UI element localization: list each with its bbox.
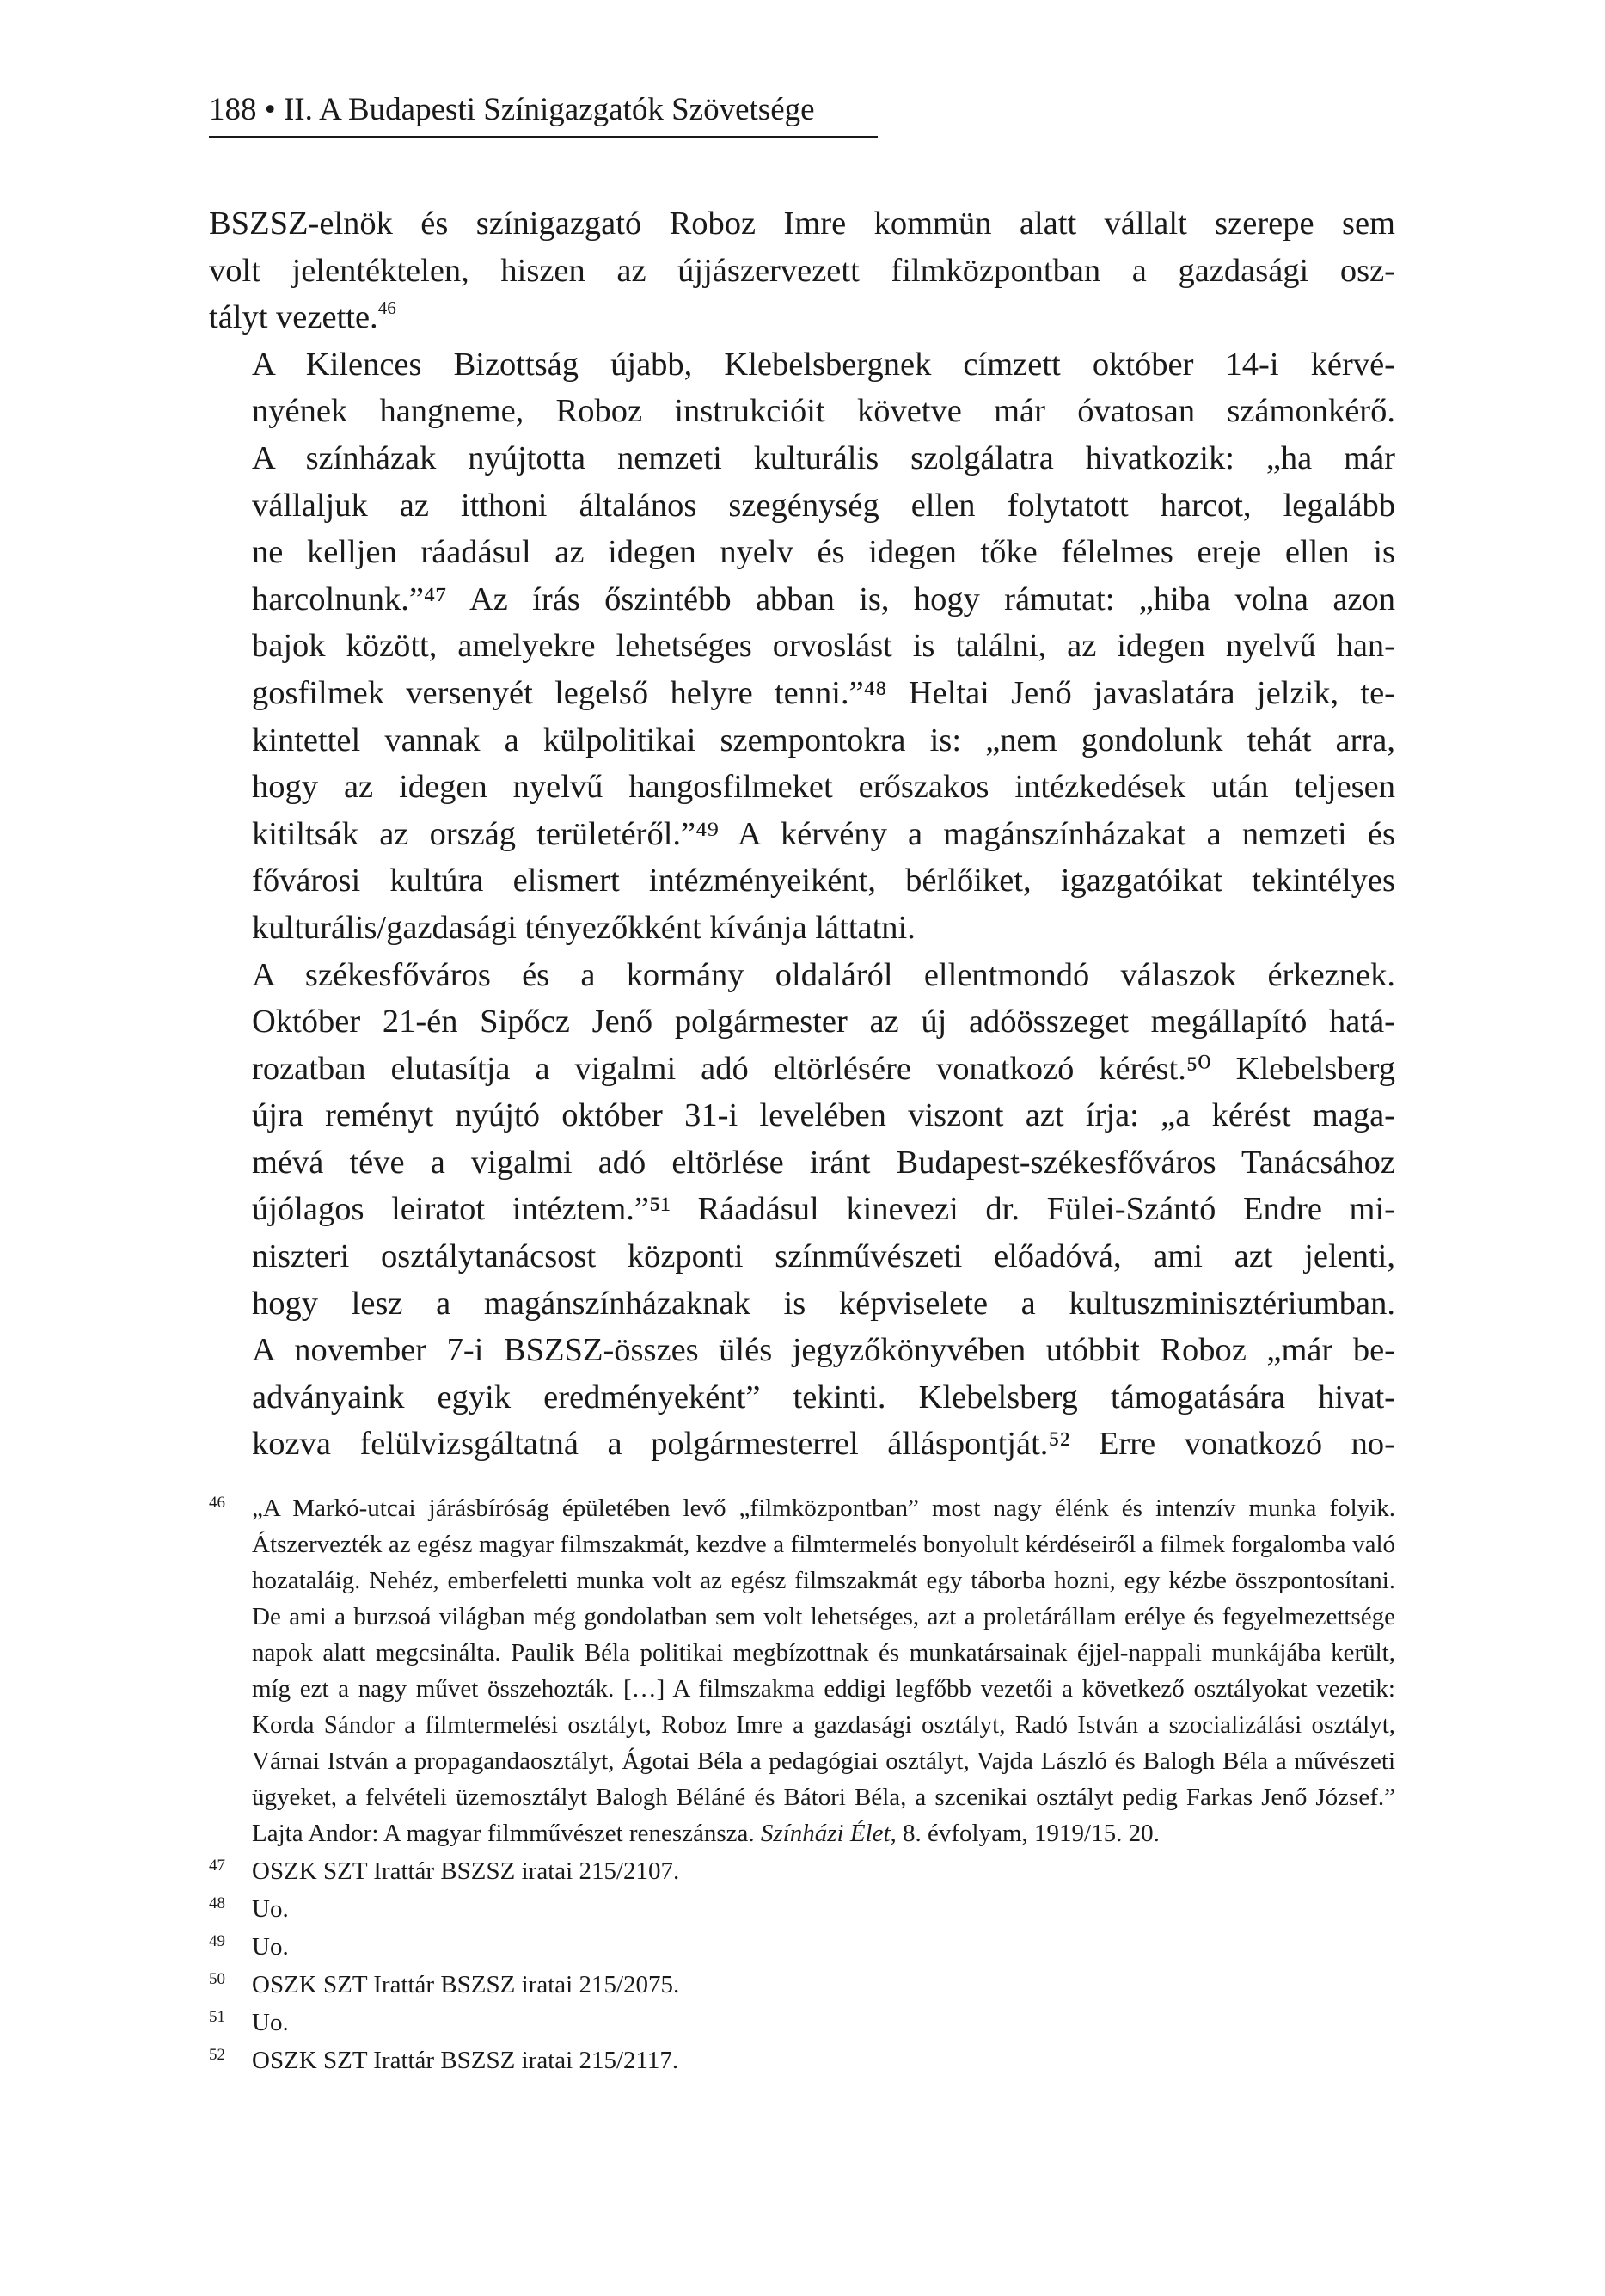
paragraph-2 xyxy=(209,341,1395,952)
line-text: tályt vezette. xyxy=(209,299,378,336)
text-line xyxy=(209,294,1395,341)
text-line: vállaljuk az itthoni általános szegénység ellen folytatott harcot, legalább xyxy=(252,487,1395,524)
text-line: rozatban elutasítja a vigalmi adó eltörlésére vonatkozó kérést.⁵⁰ Klebelsberg xyxy=(252,1050,1395,1087)
text-line: újólagos leiratot intéztem.”⁵¹ Ráadásul kinevezi dr. Fülei-Szántó Endre mi- xyxy=(252,1191,1395,1228)
text-line: nyének hangneme, Roboz instrukcióit követve már óvatosan számonkérő. xyxy=(252,393,1395,430)
text-line: A székesfőváros és a kormány oldaláról ellentmondó válaszok érkeznek. xyxy=(252,956,1395,993)
footnote-51 xyxy=(209,2004,1395,2041)
text-line: kitiltsák az ország területéről.”⁴⁹ A kérvény a magánszínházakat a nemzeti és xyxy=(252,815,1395,852)
text-line: gosfilmek versenyét legelső helyre tenni.”⁴⁸ Heltai Jenő javaslatára jelzik, te- xyxy=(252,674,1395,711)
text-line: kozva felülvizsgáltatná a polgármesterrel álláspontját.⁵² Erre vonatkozó no- xyxy=(252,1426,1395,1463)
footnote-body: „A Markó-utcai járásbíróság épületében levő „filmközpontban” most nagy élénk és intenzív munka folyik. Átszervezték az egész magyar filmszakmát, kezdve a filmtermelés bonyolult kérdéseiről a filmek forgalomba való hozataláig. Nehéz, emberfeletti munka volt az egész filmszakmát egy táborba hozni, egy kézbe összpontosítani. De ami a burzsoá világban még gondolatban sem volt lehetséges, azt a proletárállam erélye és fegyelmezettsége napok alatt megcsinálta. Paulik Béla politikai megbízottnak és munkatársainak éjjel-nappali munkájába került, míg ezt a nagy művet összehozták. […] A filmszakma eddigi legfőbb vezetői a következő osztályokat vezetik: Korda Sándor a filmtermelési osztályt, Roboz Imre a gazdasági osztályt, Radó István a szocializálási osztályt, Várnai István a propagandaosztályt, Ágotai Béla a pedagógiai osztályt, Vajda László és Balogh Béla a művészeti ügyeket, a felvételi üzemosztályt Balogh Béláné és Bátori Béla, a szcenikai osztályt pedig Farkas Jenő József.” Lajta Andor: A magyar filmművészet reneszánsza. xyxy=(252,1495,1395,1847)
running-head xyxy=(209,84,878,138)
footnotes xyxy=(209,1490,1395,2080)
text-line: hogy az idegen nyelvű hangosfilmeket erőszakos intézkedések után teljesen xyxy=(252,769,1395,806)
text-line: A Kilences Bizottság újabb, Klebelsbergnek címzett október 14-i kérvé- xyxy=(252,346,1395,383)
footnote-number: 51 xyxy=(209,2008,225,2026)
text-line: adványaink egyik eredményeként” tekinti. Klebelsberg támogatására hivat- xyxy=(252,1378,1395,1415)
footnote-text: OSZK SZT Irattár BSZSZ iratai 215/2117. xyxy=(252,2047,679,2074)
footnote-number: 47 xyxy=(209,1857,225,1875)
footnote-number: 50 xyxy=(209,1970,225,1988)
text-line: bajok között, amelyekre lehetséges orvoslást is találni, az idegen nyelvű han- xyxy=(252,628,1395,665)
journal-title: Színházi Élet, xyxy=(760,1820,897,1847)
footnote-text: Uo. xyxy=(252,1895,289,1923)
chapter-title: II. A Budapesti Színigazgatók Szövetsége xyxy=(283,92,815,127)
text-line: hogy lesz a magánszínházaknak is képviselete a kultuszminisztériumban. xyxy=(252,1285,1395,1322)
text-line: niszteri osztálytanácsost központi színművészeti előadóvá, ami azt jelenti, xyxy=(252,1238,1395,1275)
footnote-number: 52 xyxy=(209,2046,225,2064)
footnote-48 xyxy=(209,1891,1395,1927)
text-line: kulturális/gazdasági tényezőkként kívánja láttatni. xyxy=(252,909,916,946)
text-line: kintettel vannak a külpolitikai szempontokra is: „nem gondolunk tehát arra, xyxy=(252,721,1395,758)
page-number: 188 xyxy=(209,92,257,127)
footnote-text: Uo. xyxy=(252,1933,289,1961)
footnote-number: 48 xyxy=(209,1894,225,1912)
footnote-50 xyxy=(209,1967,1395,2003)
text-line: fővárosi kultúra elismert intézményeiként, bérlőiket, igazgatóikat tekintélyes xyxy=(252,863,1395,899)
footnote-text: Uo. xyxy=(252,2009,289,2036)
footnote-ref-46: 46 xyxy=(377,298,396,319)
text-line: újra reményt nyújtó október 31-i levelében viszont azt írja: „a kérést maga- xyxy=(252,1097,1395,1134)
text-line: A színházak nyújtotta nemzeti kulturális szolgálatra hivatkozik: „ha már xyxy=(252,439,1395,476)
body-text xyxy=(209,200,1395,1468)
text-line: harcolnunk.”⁴⁷ Az írás őszintébb abban is, hogy rámutat: „hiba volna azon xyxy=(252,580,1395,617)
footnote-46 xyxy=(209,1490,1395,1851)
footnote-47 xyxy=(209,1853,1395,1889)
text-line: volt jelentéktelen, hiszen az újjászervezett filmközpontban a gazdasági osz- xyxy=(209,252,1395,289)
text-line: A november 7-i BSZSZ-összes ülés jegyzőkönyvében utóbbit Roboz „már be- xyxy=(252,1332,1395,1369)
footnote-text: OSZK SZT Irattár BSZSZ iratai 215/2075. xyxy=(252,1971,680,1998)
footnote-number: 46 xyxy=(209,1494,225,1512)
paragraph-3 xyxy=(209,952,1395,1469)
paragraph-1 xyxy=(209,200,1395,341)
footnote-number: 49 xyxy=(209,1932,225,1950)
footnote-text: OSZK SZT Irattár BSZSZ iratai 215/2107. xyxy=(252,1857,680,1885)
text-line: ne kelljen ráadásul az idegen nyelv és idegen tőke félelmes ereje ellen is xyxy=(252,534,1395,571)
text-line: mévá téve a vigalmi adó eltörlése iránt Budapest-székesfőváros Tanácsához xyxy=(252,1144,1395,1181)
footnote-52 xyxy=(209,2042,1395,2078)
footnote-49 xyxy=(209,1929,1395,1965)
footnote-text xyxy=(252,1490,1395,1851)
header-bullet: • xyxy=(264,92,276,127)
footnote-tail: 8. évfolyam, 1919/15. 20. xyxy=(896,1820,1160,1847)
text-line: Október 21-én Sipőcz Jenő polgármester az új adóösszeget megállapító hatá- xyxy=(252,1004,1395,1041)
text-line: BSZSZ-elnök és színigazgató Roboz Imre kommün alatt vállalt szerepe sem xyxy=(209,206,1395,242)
